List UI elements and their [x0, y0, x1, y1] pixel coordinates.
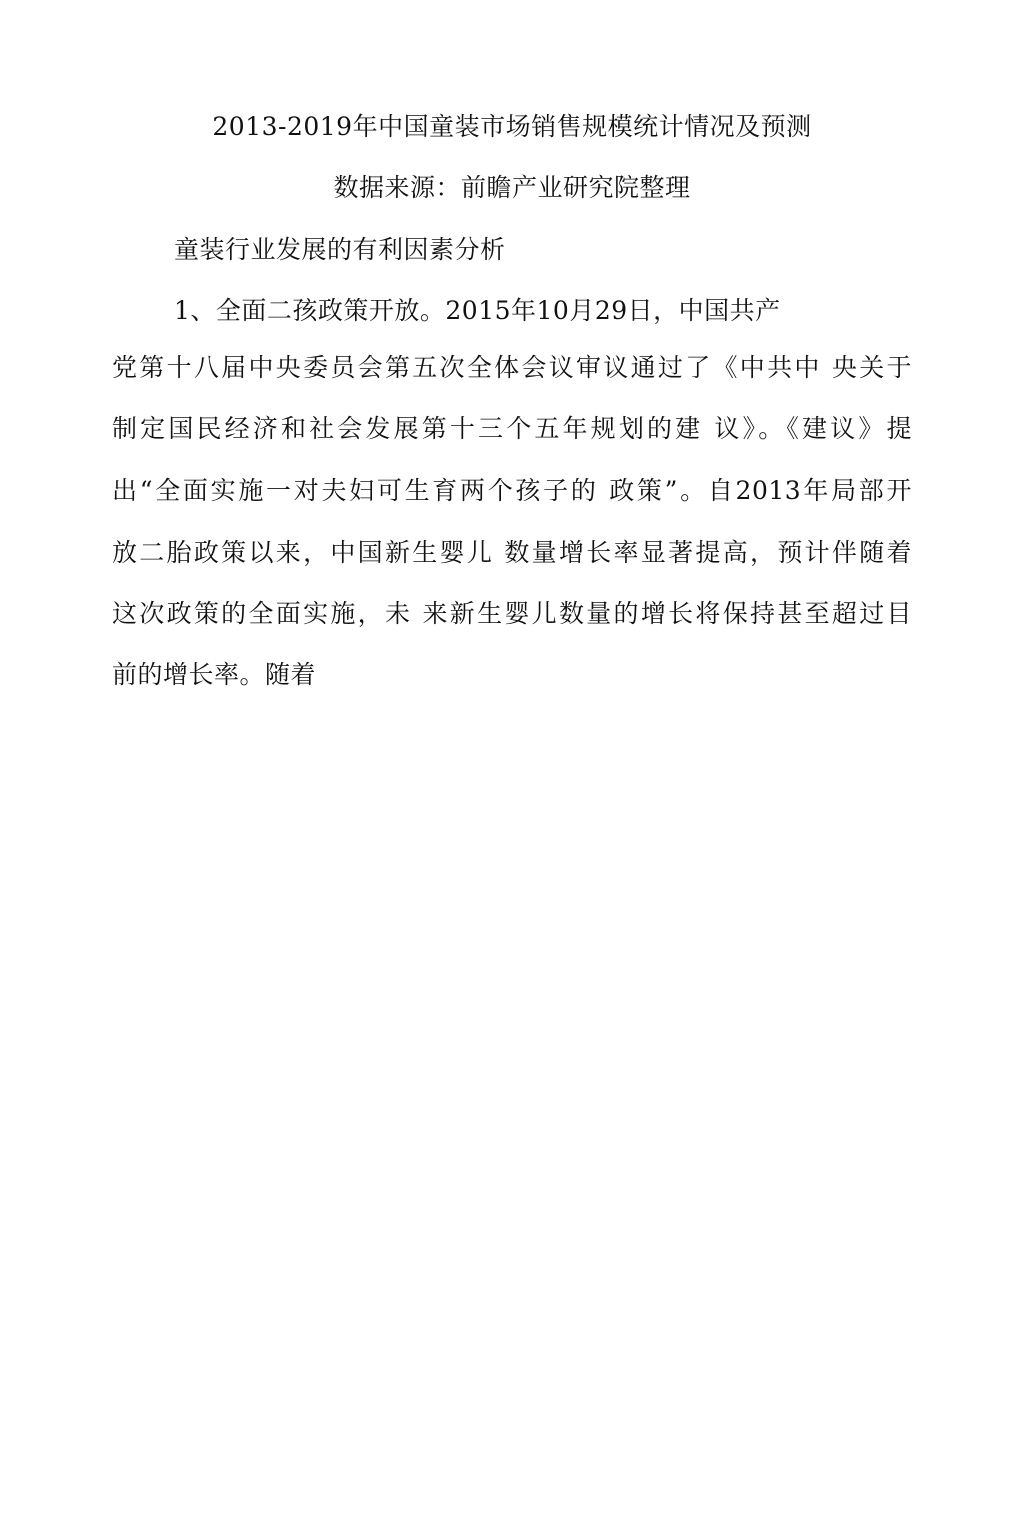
paragraph-line: 制定国民经济和社会发展第十三个五年规划的建 议》。《建议》提: [112, 414, 912, 443]
section-heading: 童装行业发展的有利因素分析: [174, 235, 506, 264]
paragraph-line: 党第十八届中央委员会第五次全体会议审议通过了《中共中 央关于: [112, 353, 912, 382]
paragraph-line: 出“全面实施一对夫妇可生育两个孩子的 政策”。自2013年局部开: [112, 476, 912, 505]
paragraph-line: 前的增长率。随着: [112, 660, 317, 689]
paragraph-line: 放二胎政策以来，中国新生婴儿 数量增长率显著提高，预计伴随着: [112, 538, 912, 567]
paragraph-first-line: 1、全面二孩政策开放。2015年10月29日，中国共产: [174, 296, 781, 325]
figure-caption-title: 2013-2019年中国童装市场销售规模统计情况及预测: [212, 112, 812, 141]
figure-caption-source: 数据来源：前瞻产业研究院整理: [333, 173, 691, 202]
paragraph-line: 这次政策的全面实施，未 来新生婴儿数量的增长将保持甚至超过目: [112, 599, 912, 628]
